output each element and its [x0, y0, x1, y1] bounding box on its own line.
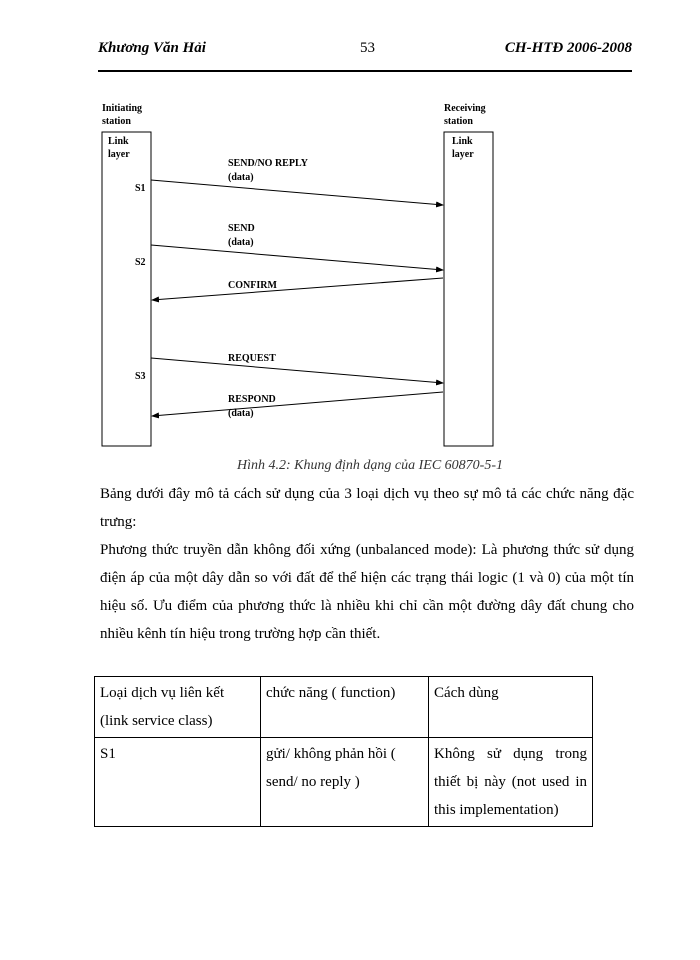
table-cell: gửi/ không phản hồi ( send/ no reply ) [261, 738, 429, 827]
initiating-station-label-1: Initiating [102, 103, 143, 114]
message-send-no-reply-label: SEND/NO REPLY [228, 158, 308, 169]
table-header-cell: Cách dùng [429, 677, 593, 738]
arrow-send [151, 245, 443, 270]
step-label-s2: S2 [135, 257, 146, 268]
arrow-request [151, 358, 443, 383]
paragraph-unbalanced-mode: Phương thức truyền dẫn không đối xứng (unbalanced mode): Là phương thức sử dụng điện áp của một dây dẫn so với đất để thể hiện các trạng thái logic (1 và 0) của một tín hiệu số. Ưu điểm của phương thức là nhiều khi chỉ cần một đường dây đất chung cho nhiều kênh tín hiệu trong trường hợp cần thiết. [100, 542, 634, 642]
receiving-link-layer-box [444, 132, 493, 446]
message-confirm-label: CONFIRM [228, 280, 277, 291]
header-page-number: 53 [360, 40, 375, 56]
arrow-respond [152, 392, 443, 416]
table-header-row [95, 677, 593, 738]
header-author: Khương Văn Hải [98, 40, 206, 56]
table-cell: S1 [95, 738, 261, 827]
message-send-sub: (data) [228, 237, 254, 248]
initiating-link-layer-box [102, 132, 151, 446]
paragraph-intro: Bảng dưới đây mô tả cách sử dụng của 3 loại dịch vụ theo sự mô tả các chức năng đặc trưng: [100, 486, 634, 530]
arrow-send-no-reply [151, 180, 443, 205]
message-respond-label: RESPOND [228, 394, 276, 405]
step-label-s1: S1 [135, 183, 146, 194]
table-row [95, 738, 593, 827]
sequence-diagram [0, 0, 700, 460]
link-service-table [94, 676, 593, 827]
message-send-label: SEND [228, 223, 255, 234]
initiating-link-label-2: layer [108, 149, 130, 160]
receiving-station-label-1: Receiving [444, 103, 486, 114]
message-send-no-reply-sub: (data) [228, 172, 254, 183]
receiving-station-label-2: station [444, 116, 473, 127]
message-request-label: REQUEST [228, 353, 276, 364]
table-header-cell: chức năng ( function) [261, 677, 429, 738]
initiating-station-label-2: station [102, 116, 131, 127]
initiating-link-label-1: Link [108, 136, 129, 147]
receiving-link-label-2: layer [452, 149, 474, 160]
figure-caption: Hình 4.2: Khung định dạng của IEC 60870-5-1 [237, 458, 503, 473]
step-label-s3: S3 [135, 371, 146, 382]
table-cell: Không sử dụng trong thiết bị này (not used in this implementation) [429, 738, 593, 827]
arrow-confirm [152, 278, 443, 300]
table-header-cell: Loại dịch vụ liên kết (link service class) [95, 677, 261, 738]
message-respond-sub: (data) [228, 408, 254, 419]
receiving-link-label-1: Link [452, 136, 473, 147]
header-course: CH-HTĐ 2006-2008 [504, 40, 632, 56]
